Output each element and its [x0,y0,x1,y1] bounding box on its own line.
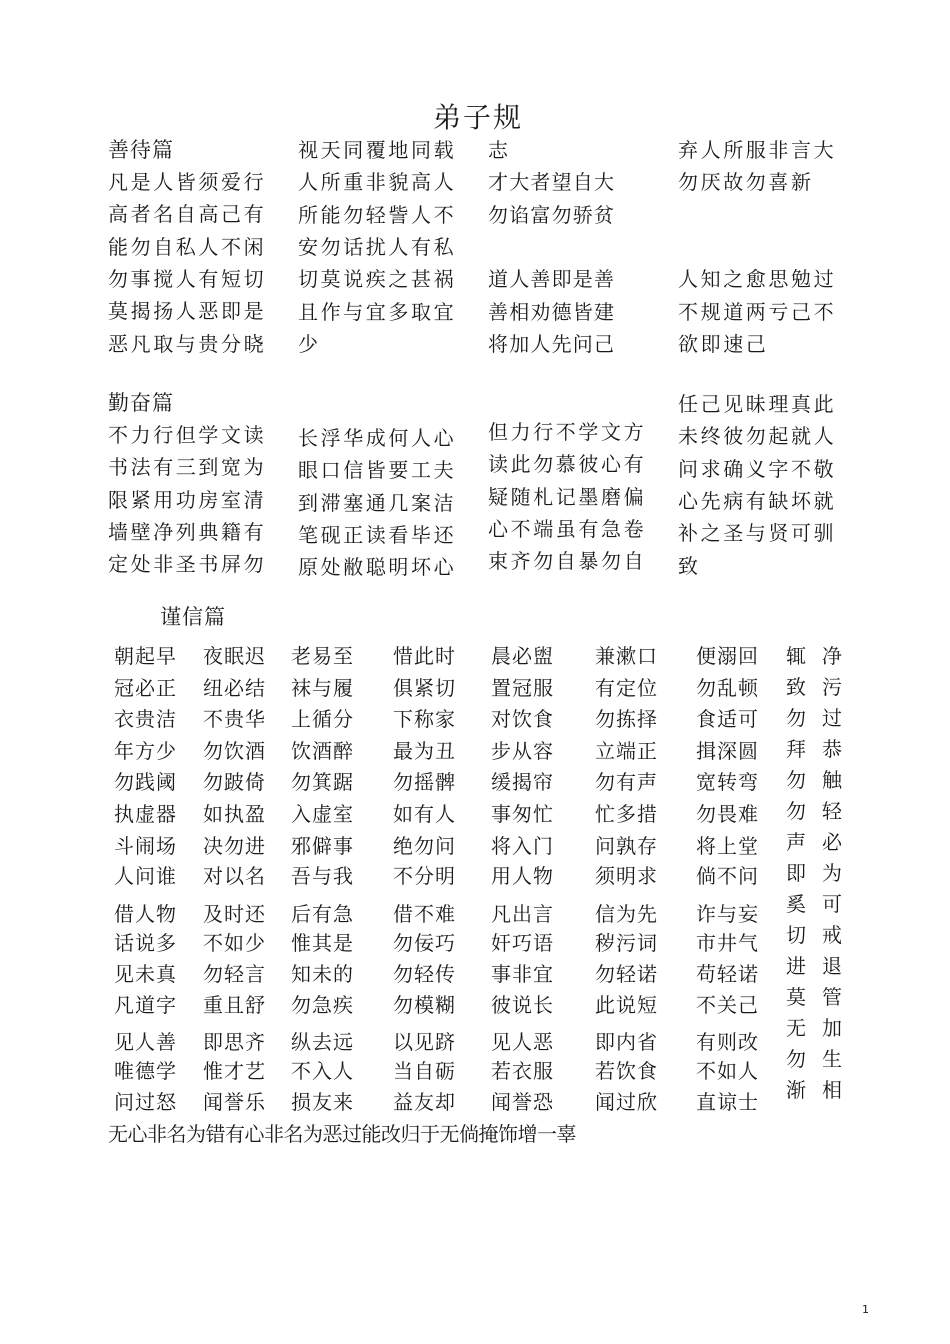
text-line: 安勿话扰人有私 [298,234,457,259]
verse-cell: 夜眠迟 [203,644,266,668]
verse-cell: 有定位 [595,676,658,700]
section-heading-qinfen: 勤奋篇 [108,391,174,415]
verse-cell: 即思齐 [203,1030,266,1054]
verse-cell: 人问谁 [114,864,177,888]
verse-cell: 直谅士 [696,1090,759,1114]
text-line: 致 [678,553,701,578]
text-line: 且作与宜多取宜 [298,299,457,324]
verse-cell: 勿有声 [595,770,658,794]
vertical-char: 触 [822,768,842,792]
verse-cell: 邪僻事 [291,834,354,858]
vertical-char: 为 [822,861,842,885]
vertical-char: 渐 [786,1078,806,1102]
text-line: 少 [298,331,321,356]
verse-cell: 不分明 [393,864,456,888]
verse-cell: 如执盈 [203,802,266,826]
verse-cell: 信为先 [595,902,658,926]
vertical-char: 进 [786,954,806,978]
verse-cell: 对饮食 [491,707,554,731]
verse-cell: 兼漱口 [595,644,658,668]
text-line: 勿谄富勿骄贫 [488,202,616,227]
verse-cell: 绝勿问 [393,834,456,858]
verse-cell: 见人恶 [491,1030,554,1054]
vertical-char: 可 [822,892,842,916]
text-line: 欲即速己 [678,331,769,356]
verse-cell: 勿乱顿 [696,676,759,700]
verse-cell: 闻誉乐 [203,1090,266,1114]
verse-cell: 便溺回 [696,644,759,668]
verse-cell: 见人善 [114,1030,177,1054]
verse-cell: 问孰存 [595,834,658,858]
text-line: 补之圣与贤可驯 [678,521,837,546]
text-line: 疑随札记墨磨偏 [488,484,647,509]
verse-cell: 惜此时 [393,644,456,668]
verse-cell: 凡道字 [114,993,177,1017]
verse-cell: 勿跛倚 [203,770,266,794]
verse-cell: 决勿进 [203,834,266,858]
verse-cell: 如有人 [393,802,456,826]
verse-cell: 唯德学 [114,1059,177,1083]
verse-cell: 彼说长 [491,993,554,1017]
vertical-char: 加 [822,1016,842,1040]
verse-cell: 及时还 [203,902,266,926]
section-heading-shandai: 善待篇 [108,138,174,162]
vertical-char: 管 [822,985,842,1009]
verse-cell: 益友却 [393,1090,456,1114]
text-line: 墙壁净列典籍有 [108,519,267,544]
text-line: 未终彼勿起就人 [678,424,837,449]
text-line: 所能勿轻訾人不 [298,202,457,227]
verse-cell: 勿摇髀 [393,770,456,794]
verse-cell: 执虚器 [114,802,177,826]
verse-cell: 勿模糊 [393,993,456,1017]
verse-cell: 饮酒醉 [291,739,354,763]
verse-cell: 事非宜 [491,962,554,986]
text-line: 勿厌故勿喜新 [678,170,814,195]
verse-cell: 揖深圆 [696,739,759,763]
text-line: 凡是人皆须爱行 [108,170,267,194]
verse-cell: 纵去远 [291,1030,354,1054]
text-line: 人所重非貌高人 [298,170,457,195]
verse-cell: 损友来 [291,1090,354,1114]
vertical-char: 无 [786,1016,806,1040]
verse-cell: 不入人 [291,1059,354,1083]
vertical-char: 净 [822,644,842,668]
verse-cell: 勿佞巧 [393,931,456,955]
verse-cell: 入虚室 [291,802,354,826]
text-line: 任己见昧理真此 [678,392,837,416]
verse-cell: 步从容 [491,739,554,763]
vertical-char: 生 [822,1047,842,1071]
verse-cell: 用人物 [491,864,554,888]
verse-cell: 即内省 [595,1030,658,1054]
vertical-char: 拜 [786,737,806,761]
verse-cell: 朝起早 [114,644,177,668]
text-line: 不力行但学文读 [108,423,267,447]
verse-cell: 闻誉恐 [491,1090,554,1114]
verse-cell: 须明求 [595,864,658,888]
verse-cell: 诈与妄 [696,902,759,926]
page-title: 弟子规 [433,101,524,134]
verse-cell: 以见跻 [393,1030,456,1054]
text-line: 读此勿慕彼心有 [488,452,647,477]
verse-cell: 勿轻言 [203,962,266,986]
verse-cell: 苟轻诺 [696,962,759,986]
text-line: 原处敝聪明坏心 [298,555,457,580]
text-line: 人知之愈思勉过 [678,267,837,292]
vertical-char: 即 [786,861,806,885]
text-line: 束齐勿自暴勿自 [488,549,647,574]
text-line: 定处非圣书屏勿 [108,552,267,577]
vertical-char: 莫 [786,985,806,1009]
verse-cell: 年方少 [114,739,177,763]
verse-cell: 此说短 [595,993,658,1017]
verse-cell: 重且舒 [203,993,266,1017]
verse-cell: 勿箕踞 [291,770,354,794]
verse-cell: 奸巧语 [491,931,554,955]
verse-cell: 将入门 [491,834,554,858]
verse-cell: 当自砺 [393,1059,456,1083]
verse-cell: 借不难 [393,902,456,926]
verse-cell: 晨必盥 [491,644,554,668]
vertical-char: 勿 [786,799,806,823]
text-line: 能勿自私人不闲 [108,234,267,259]
text-line: 善相劝德皆建 [488,299,616,324]
verse-cell: 俱紧切 [393,676,456,700]
verse-cell: 斗闹场 [114,834,177,858]
verse-cell: 有则改 [696,1030,759,1054]
text-line: 笔砚正读看毕还 [298,522,457,547]
verse-cell: 对以名 [203,864,266,888]
text-line: 道人善即是善 [488,267,616,292]
verse-cell: 不如人 [696,1059,759,1083]
text-line: 志 [488,138,510,162]
verse-cell: 秽污词 [595,931,658,955]
verse-cell: 缓揭帘 [491,770,554,794]
vertical-char: 戒 [822,923,842,947]
verse-cell: 勿轻传 [393,962,456,986]
text-line: 但力行不学文方 [488,420,647,444]
verse-cell: 衣贵洁 [114,707,177,731]
text-line: 将加人先问己 [488,331,616,356]
vertical-char: 轻 [822,799,842,823]
vertical-char: 勿 [786,706,806,730]
text-line: 眼口信皆要工夫 [298,458,457,483]
verse-cell: 不贵华 [203,707,266,731]
vertical-char: 相 [822,1078,842,1102]
verse-cell: 最为丑 [393,739,456,763]
text-line: 到滞塞通几案洁 [298,490,457,515]
verse-cell: 惟才艺 [203,1059,266,1083]
verse-cell: 袜与履 [291,676,354,700]
page-number: 1 [862,1303,869,1316]
verse-cell: 勿饮酒 [203,739,266,763]
verse-cell: 勿拣择 [595,707,658,731]
text-line: 勿事搅人有短切 [108,266,267,291]
text-line: 视天同覆地同载 [298,138,457,162]
verse-cell: 下称家 [393,707,456,731]
verse-cell: 立端正 [595,739,658,763]
vertical-char: 勿 [786,1047,806,1071]
vertical-char: 必 [822,830,842,854]
text-line: 弃人所服非言大 [678,138,837,162]
verse-cell: 将上堂 [696,834,759,858]
verse-cell: 纽必结 [203,676,266,700]
text-line: 不规道两亏己不 [678,299,837,324]
verse-cell: 忙多措 [595,802,658,826]
text-line: 高者名自高己有 [108,202,267,227]
vertical-char: 过 [822,706,842,730]
verse-cell: 勿轻诺 [595,962,658,986]
vertical-char: 污 [822,675,842,699]
verse-cell: 勿践阈 [114,770,177,794]
vertical-char: 勿 [786,768,806,792]
text-line: 心先病有缺坏就 [678,488,837,513]
verse-cell: 若衣服 [491,1059,554,1083]
verse-cell: 市井气 [696,931,759,955]
footer-line: 无心非名为错有心非名为恶过能改归于无倘掩饰增一辜 [108,1122,576,1146]
verse-cell: 不关己 [696,993,759,1017]
verse-cell: 知未的 [291,962,354,986]
verse-cell: 上循分 [291,707,354,731]
verse-cell: 冠必正 [114,676,177,700]
text-line: 书法有三到宽为 [108,455,267,480]
verse-cell: 事匆忙 [491,802,554,826]
verse-cell: 凡出言 [491,902,554,926]
vertical-char: 致 [786,675,806,699]
vertical-char: 奚 [786,892,806,916]
text-line: 长浮华成何人心 [298,426,457,450]
vertical-char: 退 [822,954,842,978]
verse-cell: 置冠服 [491,676,554,700]
verse-cell: 若饮食 [595,1059,658,1083]
verse-cell: 见未真 [114,962,177,986]
text-line: 心不端虽有急卷 [488,516,647,541]
text-line: 才大者望自大 [488,170,616,195]
verse-cell: 吾与我 [291,864,354,888]
verse-cell: 食适可 [696,707,759,731]
text-line: 切莫说疾之甚祸 [298,267,457,292]
verse-cell: 惟其是 [291,931,354,955]
vertical-char: 辄 [786,644,806,668]
vertical-char: 切 [786,923,806,947]
text-line: 限紧用功房室清 [108,487,267,512]
verse-cell: 闻过欣 [595,1090,658,1114]
text-line: 恶凡取与贵分晓 [108,331,267,356]
vertical-char: 恭 [822,737,842,761]
verse-cell: 勿畏难 [696,802,759,826]
verse-cell: 后有急 [291,902,354,926]
vertical-char: 声 [786,830,806,854]
verse-cell: 老易至 [291,644,354,668]
section-heading-jinxin: 谨信篇 [160,605,226,629]
text-line: 莫揭扬人恶即是 [108,299,267,324]
text-line: 问求确义字不敬 [678,456,837,481]
verse-cell: 勿急疾 [291,993,354,1017]
verse-cell: 倘不问 [696,864,759,888]
verse-cell: 宽转弯 [696,770,759,794]
verse-cell: 问过怒 [114,1090,177,1114]
verse-cell: 不如少 [203,931,266,955]
verse-cell: 话说多 [114,931,177,955]
verse-cell: 借人物 [114,902,177,926]
